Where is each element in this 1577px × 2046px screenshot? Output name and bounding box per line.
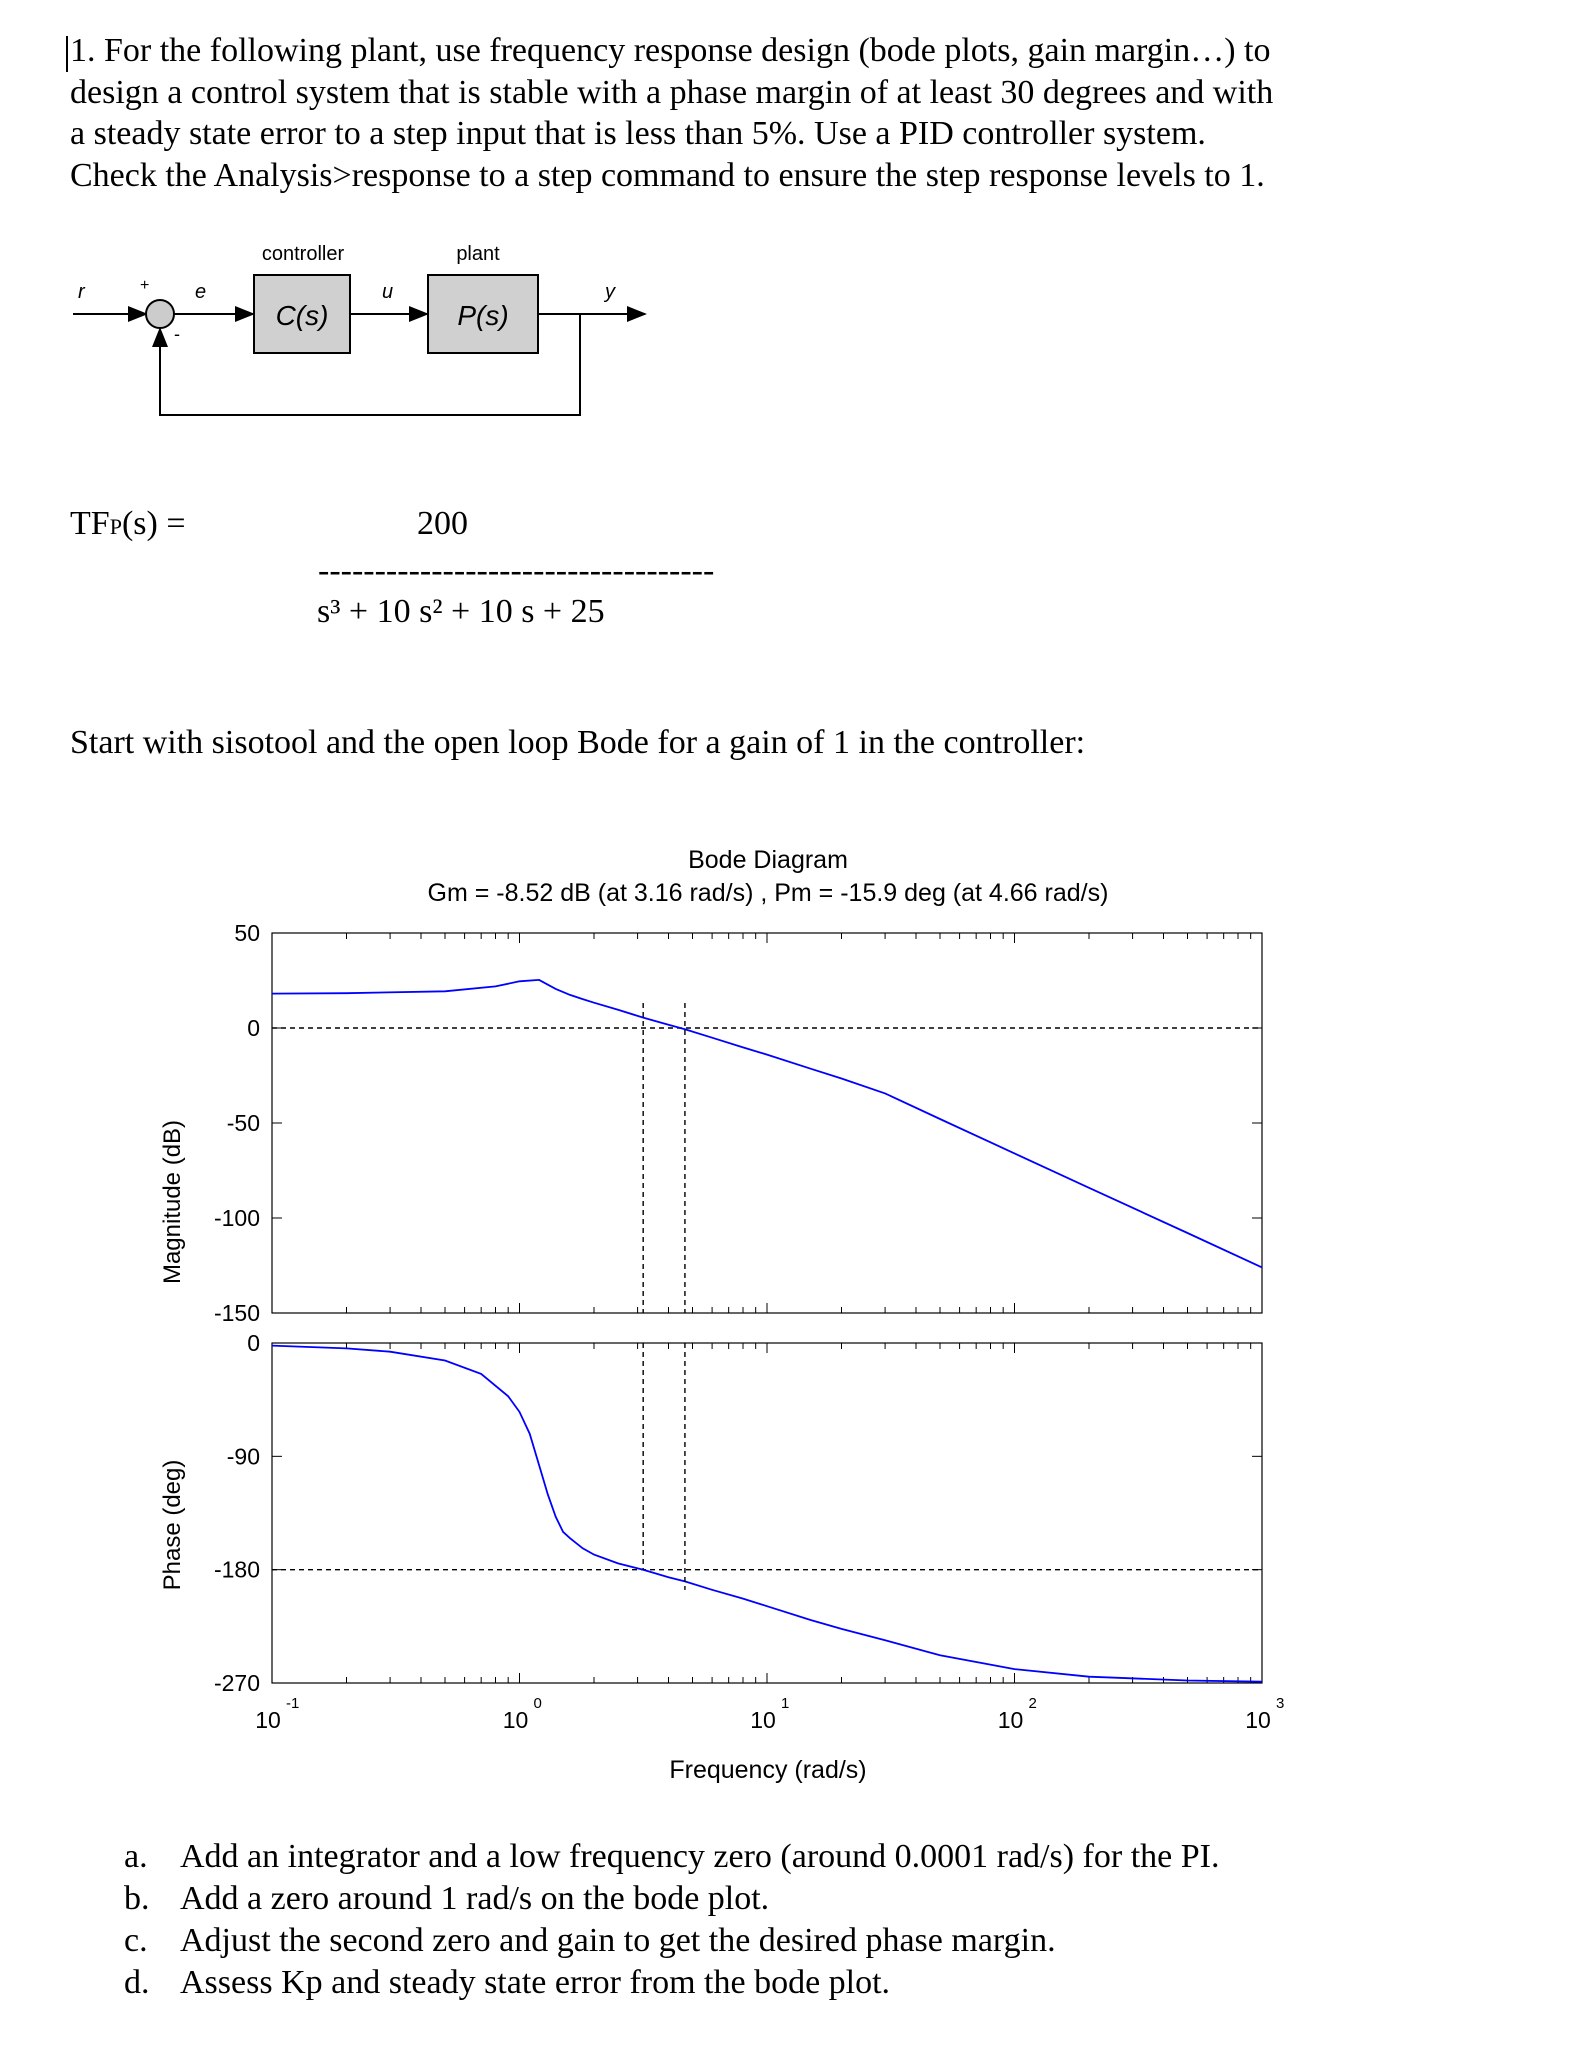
step-text: Adjust the second zero and gain to get the desired phase margin.	[180, 1922, 1056, 1959]
step-letter: c.	[124, 1922, 148, 1959]
tf-denominator: s³ + 10 s² + 10 s + 25	[317, 593, 605, 630]
magnitude-ytick-label: -50	[226, 1110, 260, 1136]
plant-block-label: P(s)	[457, 300, 509, 331]
magnitude-ytick-label: -150	[213, 1300, 260, 1326]
x-tick-exponent: 2	[1028, 1695, 1037, 1712]
problem-line-2: design a control system that is stable with a phase margin of at least 30 degrees and with	[70, 73, 1274, 111]
magnitude-ytick-label: 50	[234, 920, 260, 946]
phase-ytick-label: 0	[247, 1330, 260, 1356]
x-axis-ticks	[255, 1695, 1284, 1733]
bode-diagram	[0, 840, 1300, 1790]
problem-line-4: Check the Analysis>response to a step command to ensure the step response levels to 1.	[70, 156, 1265, 194]
problem-statement	[70, 30, 1273, 196]
signal-r: r	[78, 281, 85, 303]
step-item	[124, 1964, 890, 2002]
step-text: Add a zero around 1 rad/s on the bode plot.	[180, 1880, 770, 1917]
magnitude-ylabel: Magnitude (dB)	[159, 1119, 186, 1285]
step-letter: a.	[124, 1838, 148, 1875]
chart-title: Bode Diagram	[688, 846, 848, 874]
magnitude-ytick-label: -100	[213, 1205, 260, 1231]
x-tick-label: 10	[750, 1707, 776, 1733]
phase-ylabel: Phase (deg)	[159, 1459, 186, 1591]
magnitude-panel	[214, 920, 1262, 1326]
magnitude-frame	[272, 933, 1262, 1313]
step-text: Add an integrator and a low frequency zero (around 0.0001 rad/s) for the PI.	[180, 1838, 1220, 1875]
step-item	[124, 1922, 1056, 1960]
x-tick-label: 10	[997, 1707, 1024, 1733]
chart-xlabel: Frequency (rad/s)	[669, 1756, 867, 1784]
phase-ytick-label: -270	[213, 1670, 260, 1696]
plus-sign: +	[140, 277, 150, 294]
summing-junction	[146, 300, 174, 328]
phase-ytick-label: -90	[226, 1443, 260, 1470]
controller-block-label: C(s)	[275, 300, 329, 331]
x-tick-exponent: -1	[286, 1695, 300, 1712]
phase-frame	[272, 1343, 1262, 1683]
controller-label: controller	[261, 243, 345, 265]
problem-line-3: a steady state error to a step input that is less than 5%. Use a PID controller system.	[70, 115, 1206, 152]
x-tick-exponent: 1	[781, 1695, 790, 1712]
x-tick-label: 10	[502, 1707, 529, 1733]
tf-numerator: 200	[417, 505, 468, 542]
x-tick-exponent: 3	[1276, 1695, 1285, 1712]
text-cursor	[66, 36, 68, 72]
step-item	[124, 1838, 1219, 1876]
step-letter: d.	[124, 1964, 150, 2001]
step-letter: b.	[124, 1880, 150, 1917]
problem-line-1: 1. For the following plant, use frequency response design (bode plots, gain margin…) to	[70, 32, 1271, 69]
signal-e: e	[195, 281, 207, 303]
x-tick-label: 10	[255, 1707, 281, 1733]
x-tick-label: 10	[1245, 1707, 1271, 1733]
signal-u: u	[382, 281, 394, 303]
instruction-text: Start with sisotool and the open loop Bode for a gain of 1 in the controller:	[70, 724, 1086, 761]
block-diagram	[0, 230, 700, 430]
phase-ytick-label: -180	[213, 1556, 260, 1583]
step-item	[124, 1880, 769, 1918]
phase-panel	[214, 1330, 1262, 1696]
plant-label: plant	[456, 243, 500, 265]
minus-sign: -	[174, 324, 180, 344]
tf-fraction-bar: -----------------------------------	[318, 552, 715, 589]
tf-label: TFP(s) =	[70, 505, 186, 542]
magnitude-ytick-label: 0	[247, 1015, 260, 1041]
signal-y: y	[605, 281, 615, 303]
chart-subtitle: Gm = -8.52 dB (at 3.16 rad/s) , Pm = -15.9 deg (at 4.66 rad/s)	[427, 879, 1109, 907]
x-tick-exponent: 0	[533, 1695, 542, 1712]
step-text: Assess Kp and steady state error from the bode plot.	[180, 1964, 891, 2001]
